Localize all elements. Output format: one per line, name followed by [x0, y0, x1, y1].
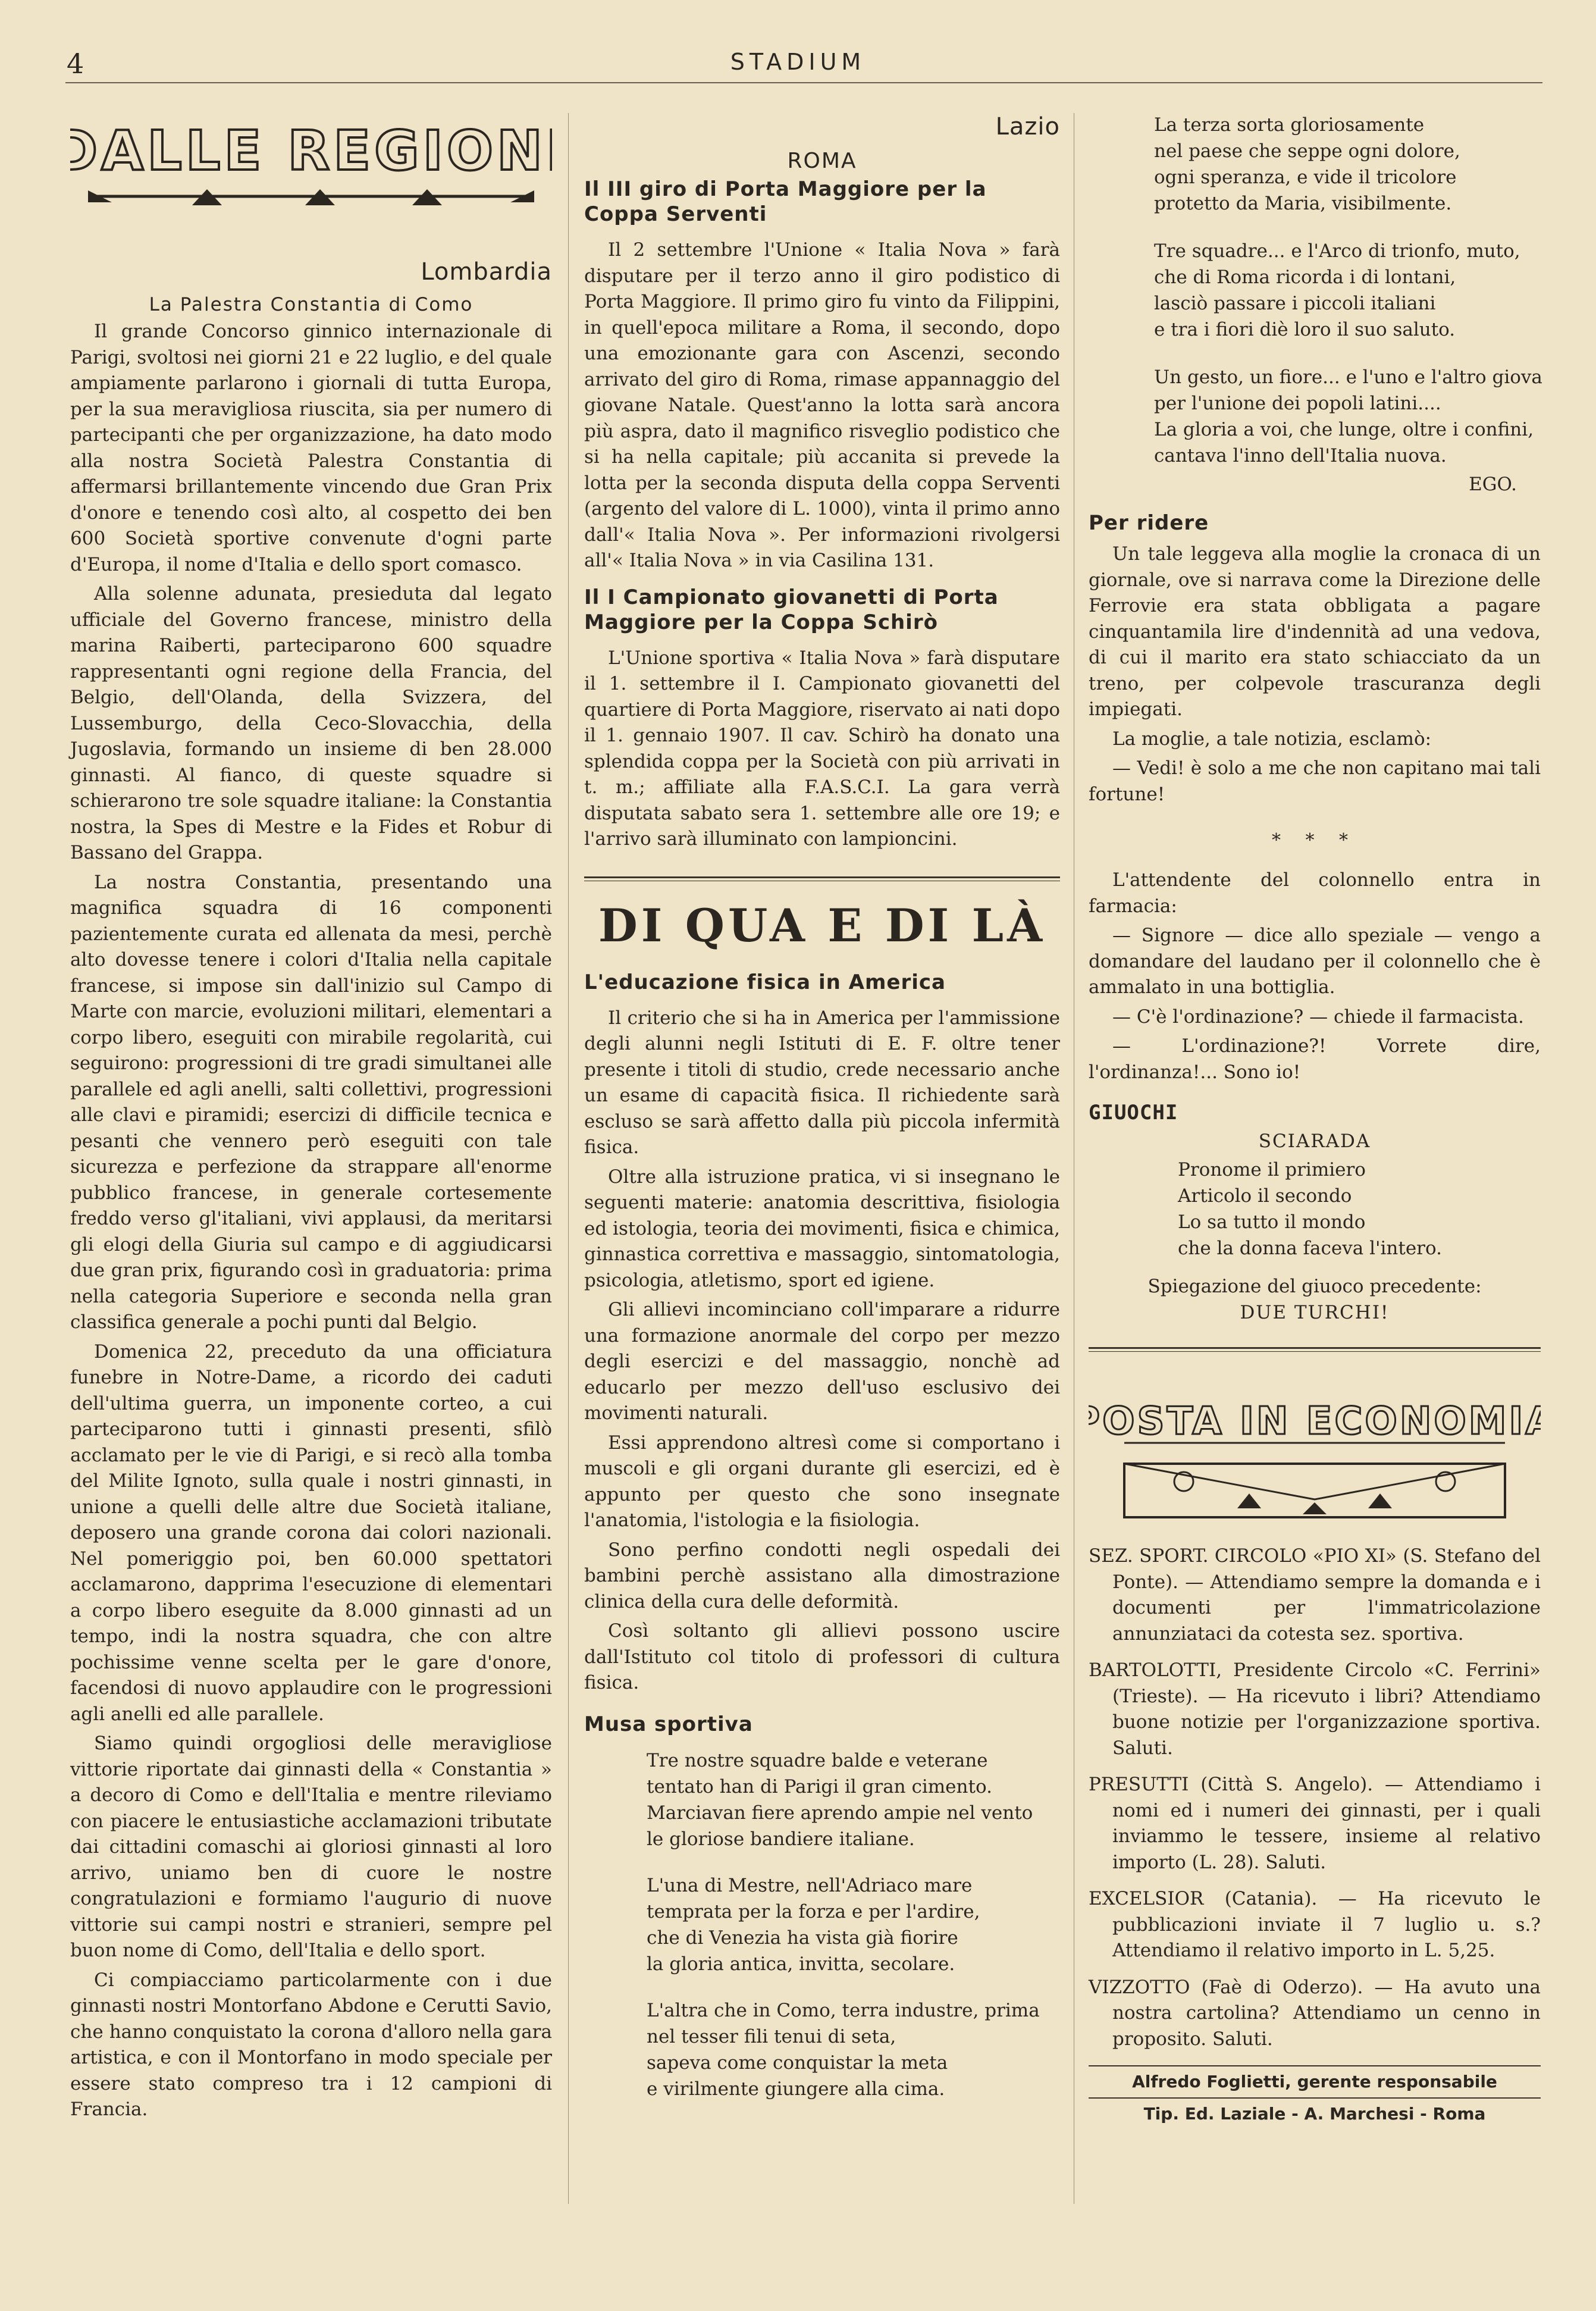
- paragraph: Domenica 22, preceduto da una officiatura funebre in Notre-Dame, a ricordo dei caduti dell'ultima guerra, un imponente corteo, a cui parteciparono tutti i ginnasti presenti, sfilò acclamato per le vie di Parigi, e si recò alla tomba del Milite Ignoto, sulla quale i nostri ginnasti, in unione a quelli delle altre due Società italiane, deposero una grande corona dai colori nazionali. Nel pomeriggio poi, ben 60.000 spettatori acclamarono, dapprima l'esecuzione di elementari a corpo libero eseguite da 8.000 ginnasti ad un tempo, indi la nostra squadra, che con altre pochissime venne scelta per le gare d'onore, facendosi di nuovo applaudire con le progressioni agli anelli ed alle parallele.: [70, 1341, 552, 1725]
- poem-line: protetto da Maria, visibilmente.: [1154, 193, 1452, 214]
- column-divider-1: [568, 113, 569, 2204]
- paragraph: Così soltanto gli allievi possono uscire dall'Istituto col titolo di professori di cultura fisica.: [584, 1620, 1060, 1693]
- poem-line: per l'unione dei popoli latini....: [1154, 393, 1441, 414]
- poem-line: Pronome il primiero: [1178, 1159, 1366, 1180]
- poem-stanza: [647, 1748, 1060, 1852]
- poem-stanza: [647, 1997, 1060, 2102]
- paragraph: Il 2 settembre l'Unione « Italia Nova » farà disputare per il terzo anno il giro podistico di Porta Maggiore. Il primo giro fu vinto da Filippini, in quell'epoca militare a Roma, il secondo, dopo una emozionante gara con Ascenzi, secondo arrivato del giro di Roma, rimase appannaggio del giovane Natale. Quest'anno la lotta sarà ancora più aspra, dato il magnifico risveglio podistico che si ha nella capitale; più accanita si prevede la lotta per la seconda disputa della coppa Serventi (argento del valore di L. 1000), vinta il primo anno dall'« Italia Nova ». Per informazioni rivolgersi all'« Italia Nova » in via Casilina 131.: [584, 239, 1060, 571]
- sciarada-poem: [1178, 1157, 1541, 1261]
- poem-line: che di Roma ricorda i di lontani,: [1154, 267, 1456, 288]
- posta-entry: EXCELSIOR (Catania). — Ha ricevuto le pubblicazioni inviate il 7 luglio u. s.? Attendiamo il relativo importo in L. 5,25.: [1089, 1888, 1541, 1961]
- poem-line: e tra i fiori diè loro il suo saluto.: [1154, 319, 1456, 340]
- poem-line: lasciò passare i piccoli italiani: [1154, 293, 1436, 314]
- poem-line: Un gesto, un fiore... e l'uno e l'altro giova: [1154, 367, 1542, 388]
- footer-manager: Alfredo Foglietti, gerente responsabile: [1132, 2072, 1497, 2091]
- poem-line: ogni speranza, e vide il tricolore: [1154, 167, 1457, 188]
- poem-line: Tre squadre... e l'Arco di trionfo, muto,: [1154, 240, 1520, 262]
- poem-stanza: [1154, 364, 1541, 469]
- paragraph: Oltre alla istruzione pratica, vi si insegnano le seguenti materie: anatomia descrittiva, fisiologia ed istologia, teoria dei movimenti, fisica e chimica, ginnastica correttiva e massaggio, sintomatologia, psicologia, atletismo, sport ed igiene.: [584, 1166, 1060, 1291]
- poem-line: e virilmente giungere alla cima.: [647, 2078, 945, 2100]
- masthead: STADIUM: [730, 49, 866, 75]
- section-divider: [1089, 1347, 1541, 1352]
- paragraph: — Signore — dice allo speziale — vengo a domandare del laudano per il colonnello che è ammalato in una bottiglia.: [1089, 925, 1541, 998]
- posta-entry: SEZ. SPORT. CIRCOLO «PIO XI» (S. Stefano del Ponte). — Attendiamo sempre la domanda e i documenti per l'immatricolazione annunziataci da cotesta sez. sportiva.: [1089, 1545, 1541, 1645]
- headline-per-ridere: Per ridere: [1089, 511, 1209, 535]
- region-lazio: Lazio: [995, 113, 1060, 140]
- posta-entry: VIZZOTTO (Faè di Oderzo). — Ha avuto una nostra cartolina? Attendiamo un cenno in proposito. Saluti.: [1089, 1976, 1541, 2050]
- poem-line: nel tesser fili tenui di seta,: [647, 2025, 896, 2047]
- paragraph: La moglie, a tale notizia, esclamò:: [1112, 728, 1432, 750]
- paragraph: Essi apprendono altresì come si comportano i muscoli e gli organi durante gli esercizi, ed è appunto per questo che sono insegnate l'anatomia, l'istologia e la fisiologia.: [584, 1432, 1060, 1531]
- poem-line: La terza sorta gloriosamente: [1154, 114, 1425, 136]
- top-rule: [65, 82, 1542, 83]
- poem-stanza: [647, 1872, 1060, 1977]
- paragraph: Il criterio che si ha in America per l'ammissione degli alunni negli Istituti di E. F. oltre tener presente i titoli di studio, crede necessario anche un esame di capacità fisica. Il richiedente sarà escluso se sarà affetto dalla più piccola infermità fisica.: [584, 1007, 1060, 1158]
- poem-stanza: [1154, 112, 1541, 217]
- poem-line: sapeva come conquistar la meta: [647, 2052, 948, 2074]
- headline-campionato-giovanetti: Il I Campionato giovanetti di Porta Maggiore per la Coppa Schirò: [584, 585, 999, 634]
- poem-line: che la donna faceva l'intero.: [1178, 1238, 1442, 1259]
- poem-line: Marciavan fiere aprendo ampie nel vento: [647, 1802, 1033, 1824]
- paragraph: Gli allievi incominciano coll'imparare a ridurre una formazione anormale del corpo per mezzo degli esercizi e del massaggio, nonchè ad educarlo per mezzo dell'uso esclusivo dei movimenti naturali.: [584, 1299, 1060, 1424]
- posta-entry: PRESUTTI (Città S. Angelo). — Attendiamo i nomi ed i numeri dei ginnasti, per i quali inviammo le tessere, insieme al relativo importo (L. 28). Saluti.: [1089, 1774, 1541, 1873]
- poem-line: La gloria a voi, che lunge, oltre i confini,: [1154, 419, 1534, 440]
- headline-musa-sportiva: Musa sportiva: [584, 1712, 753, 1736]
- separator-stars: * * *: [1271, 830, 1358, 851]
- city-roma: ROMA: [787, 149, 857, 173]
- poem-line: cantava l'inno dell'Italia nuova.: [1154, 445, 1447, 466]
- paragraph: La nostra Constantia, presentando una magnifica squadra di 16 componenti pazientemente curata ed allenata da mesi, perchè alto dovesse tenere i colori d'Italia nella capitale francese, si impose sin dall'inizio sul Campo di Marte con marcie, evoluzioni militari, elementari a corpo libero, eseguiti con mirabile regolarità, cui seguirono: progressioni di tre gradi simultanei alle parallele ed agli anelli, salti collettivi, progressioni alle clavi e piramidi; esercizi di difficile tecnica e pesanti che vennero però eseguiti con tale sicurezza e perfezione da strappare all'enorme pubblico francese, in generale cortesemente freddo verso gl'italiani, vivi applausi, da meritarsi gli elogi della Giuria sul campo e di aggiudicarsi due gran prix, figurando così in graduatoria: prima nella categoria Superiore e seconda nella gran classifica generale a pochi punti dal Belgio.: [70, 871, 552, 1333]
- poem-line: temprata per la forza e per l'ardire,: [647, 1900, 980, 1922]
- article-title-constantia: La Palestra Constantia di Como: [149, 294, 474, 315]
- paragraph: L'attendente del colonnello entra in farmacia:: [1089, 869, 1541, 917]
- paragraph: Alla solenne adunata, presieduta dal legato ufficiale del Governo francese, ministro della marina Raiberti, parteciparono 600 squadre rappresentanti ogni regione della Francia, del Belgio, dell'Olanda, della Svizzera, del Lussemburgo, della Ceco-Slovacchia, della Jugoslavia, formando un insieme di ben 28.000 ginnasti. Al fianco, di queste squadre si schierarono tre sole squadre italiane: la Constantia nostra, la Spes di Mestre e la Fides et Robur di Bassano del Grappa.: [70, 583, 552, 863]
- paragraph: Un tale leggeva alla moglie la cronaca di un giornale, ove si narrava come la Direzione delle Ferrovie era stata obbligata a pagare cinquantamila lire d'indennità ad una vedova, di cui il marito era stato schiacciato da un treno, per colpevole trascuranza degli impiegati.: [1089, 543, 1541, 720]
- paragraph: — L'ordinazione?! Vorrete dire, l'ordinanza!... Sono io!: [1089, 1035, 1541, 1083]
- page-number: 4: [67, 48, 84, 80]
- poem-line: L'altra che in Como, terra industre, prima: [647, 1999, 1040, 2021]
- paragraph: Siamo quindi orgogliosi delle meravigliose vittorie riportate dai ginnasti della « Constantia » a decoro di Como e dell'Italia e mentre rileviamo con piacere le entusiastiche acclamazioni tributate dai cittadini comaschi ai gloriosi ginnasti al loro arrivo, uniamo ben di cuore le nostre congratulazioni e formiamo l'augurio di nuove vittorie sui campi nostri e stranieri, sempre pel buon nome di Como, dell'Italia e dello sport.: [70, 1733, 552, 1961]
- section-title-di-qua-e-di-la: DI QUA E DI LÀ: [598, 898, 1046, 952]
- footer-printer: Tip. Ed. Laziale - A. Marchesi - Roma: [1143, 2104, 1486, 2124]
- poem-line: tentato han di Parigi il gran cimento.: [647, 1775, 992, 1798]
- poem-line: le gloriose bandiere italiane.: [647, 1828, 915, 1850]
- dalle-regioni-logo: [70, 113, 552, 250]
- column-1: [70, 113, 552, 2127]
- paragraph: — C'è l'ordinazione? — chiede il farmacista.: [1112, 1006, 1524, 1028]
- posta-entry: BARTOLOTTI, Presidente Circolo «C. Ferrini» (Trieste). — Ha ricevuto i libri? Attendiamo buone notizie per l'organizzazione sportiva. Saluti.: [1089, 1659, 1541, 1759]
- poem-signature: EGO.: [1469, 474, 1517, 495]
- paragraph: Il grande Concorso ginnico internazionale di Parigi, svoltosi nei giorni 21 e 22 luglio, e del quale ampiamente parlarono i giornali di tutta Europa, per la sua meravigliosa riuscita, sia per numero di partecipanti che per organizzazione, ha dato modo alla nostra Società Palestra Constantia di affermarsi brillantemente vincendo due Gran Prix d'onore e tenendo così alto, al cospetto dei ben 600 Società sportive convenute d'ogni parte d'Europa, il nome d'Italia e dello sport comasco.: [70, 321, 552, 575]
- answer: DUE TURCHI!: [1240, 1302, 1390, 1323]
- poem-line: Articolo il secondo: [1178, 1185, 1352, 1207]
- poem-line: Tre nostre squadre balde e veterane: [647, 1749, 988, 1771]
- sciarada-title: SCIARADA: [1258, 1131, 1371, 1152]
- poem-line: L'una di Mestre, nell'Adriaco mare: [647, 1874, 973, 1896]
- logo-text: DALLE REGIONI: [70, 119, 552, 183]
- paragraph: Sono perfino condotti negli ospedali dei bambini perchè assistano alla dimostrazione clinica della cura delle deformità.: [584, 1539, 1060, 1612]
- poem-line: nel paese che seppe ogni dolore,: [1154, 140, 1460, 162]
- paragraph: Ci compiacciamo particolarmente con i due ginnasti nostri Montorfano Abdone e Cerutti Savio, che hanno conquistato la corona d'alloro nella gara artistica, e con il Montorfano in modo speciale per essere stato compreso tra i 12 campioni di Francia.: [70, 1969, 552, 2120]
- poem-line: Lo sa tutto il mondo: [1178, 1211, 1366, 1233]
- region-lombardia: Lombardia: [421, 258, 552, 286]
- headline-giro-porta-maggiore: Il III giro di Porta Maggiore per la Coppa Serventi: [584, 177, 987, 226]
- spiegazione-label: Spiegazione del giuoco precedente:: [1147, 1276, 1482, 1297]
- paragraph: L'Unione sportiva « Italia Nova » farà disputare il 1. settembre il I. Campionato giovanetti del quartiere di Porta Maggiore, riservato ai nati dopo il 1. gennaio 1907. Il cav. Schirò ha donato una splendida coppa per la Società con più arrivati in t. m.; affiliate alla F.A.S.C.I. La gara verrà disputata sabato sera 1. settembre alle ore 19; e l'arrivo sarà illuminato con lampioncini.: [584, 647, 1060, 850]
- logo-text: POSTA IN ECONOMIA: [1089, 1399, 1541, 1443]
- column-2: [584, 113, 1060, 2122]
- poem-line: la gloria antica, invitta, secolare.: [647, 1953, 955, 1975]
- headline-educazione-fisica: L'educazione fisica in America: [584, 970, 946, 994]
- paragraph: — Vedi! è solo a me che non capitano mai tali fortune!: [1089, 757, 1541, 805]
- giuochi-title: GIUOCHI: [1089, 1101, 1178, 1125]
- poem-line: che di Venezia ha vista già fiorire: [647, 1927, 958, 1949]
- column-3: [1089, 112, 1541, 2130]
- section-divider: [584, 876, 1060, 881]
- posta-in-economia-logo: [1089, 1380, 1541, 1535]
- poem-stanza: [1154, 238, 1541, 343]
